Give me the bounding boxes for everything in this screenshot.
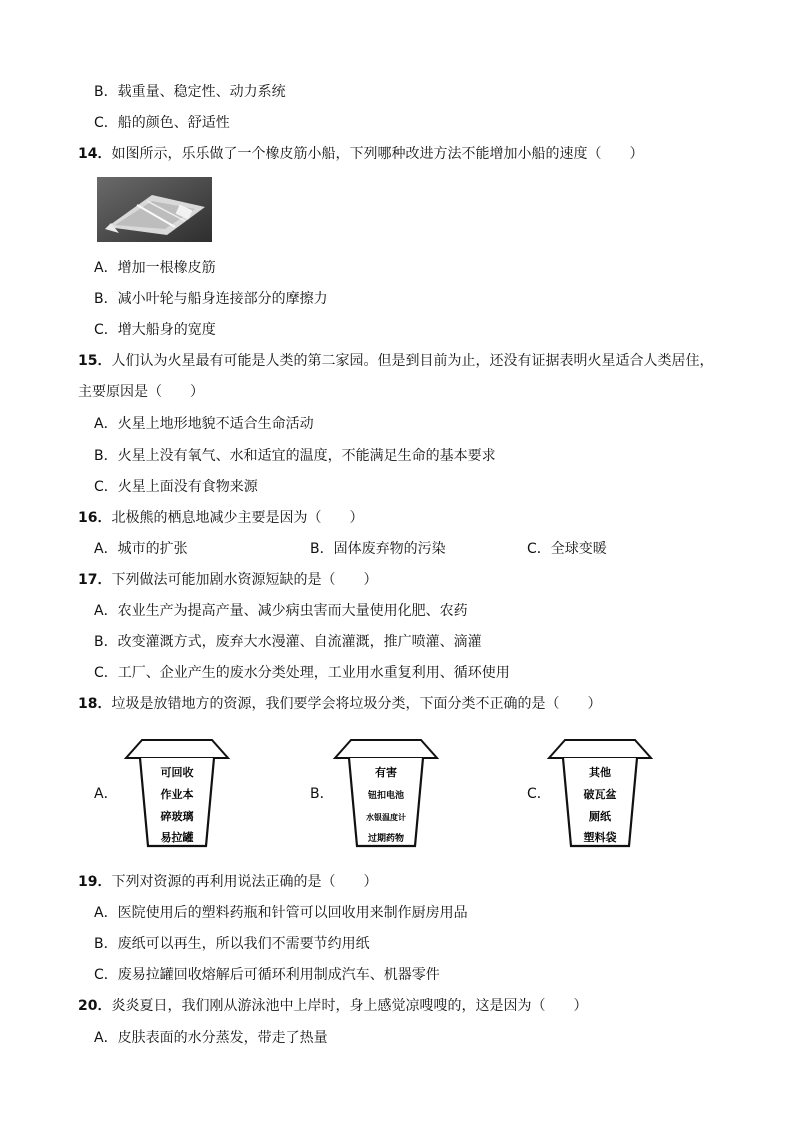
q16-option-a: A．城市的扩张 — [94, 541, 188, 557]
q14-option-b: B．减小叶轮与船身连接部分的摩擦力 — [94, 291, 328, 307]
q19-option-c: C．废易拉罐回收熔解后可循环利用制成汽车、机器零件 — [94, 967, 440, 983]
q15-stem — [78, 351, 713, 371]
q16-text: 北极熊的栖息地减少主要是因为（ ） — [111, 510, 364, 526]
q16-stem — [78, 508, 363, 528]
q19-text: 下列对资源的再利用说法正确的是（ ） — [111, 874, 378, 890]
q15-option-c: C．火星上面没有食物来源 — [94, 479, 258, 495]
q20-text: 炎炎夏日，我们刚从游泳池中上岸时，身上感觉凉嗖嗖的，这是因为（ ） — [111, 998, 588, 1014]
q18-number: 18． — [78, 696, 112, 712]
q13-option-b: B．载重量、稳定性、动力系统 — [94, 84, 286, 100]
q15-option-a: A．火星上地形地貌不适合生命活动 — [94, 416, 314, 432]
q15-option-b: B．火星上没有氧气、水和适宜的温度，不能满足生命的基本要求 — [94, 448, 496, 464]
q14-number: 14． — [78, 146, 112, 162]
q19-option-a: A．医院使用后的塑料药瓶和针管可以回收用来制作厨房用品 — [94, 905, 468, 921]
q16-option-c: C．全球变暖 — [527, 541, 607, 557]
q17-option-a: A．农业生产为提高产量、减少病虫害而大量使用化肥、农药 — [94, 603, 468, 619]
bin-c-line-3: 厕纸 — [589, 810, 611, 823]
q19-number: 19． — [78, 874, 112, 890]
q20-stem — [78, 996, 587, 1016]
bin-a-line-3: 碎玻璃 — [160, 810, 194, 823]
q14-option-a: A．增加一根橡皮筋 — [94, 260, 216, 276]
recycle-bin-a-image — [122, 738, 232, 850]
bin-c-line-4: 塑料袋 — [583, 831, 617, 844]
recycle-bin-b-image — [331, 738, 441, 850]
q17-option-b: B．改变灌溉方式，废弃大水漫灌、自流灌溉，推广喷灌、滴灌 — [94, 634, 482, 650]
q18-stem — [78, 694, 601, 714]
q18-bin-b-label: B． — [310, 786, 334, 802]
bin-b-line-3: 水银温度计 — [366, 813, 406, 822]
q14-text: 如图所示，乐乐做了一个橡皮筋小船，下列哪种改进方法不能增加小船的速度（ ） — [111, 146, 644, 162]
bin-a-line-4: 易拉罐 — [160, 831, 194, 844]
q16-number: 16． — [78, 510, 112, 526]
rubber-band-boat-image — [97, 177, 212, 242]
q17-stem — [78, 570, 377, 590]
q17-number: 17． — [78, 572, 112, 588]
q18-bin-a-label: A． — [94, 786, 118, 802]
q18-bin-c-label: C． — [527, 786, 551, 802]
bin-a-line-2: 作业本 — [160, 788, 194, 801]
bin-c-line-1: 其他 — [589, 766, 611, 779]
q16-option-b: B．固体废弃物的污染 — [310, 541, 446, 557]
q15-text: 人们认为火星最有可能是人类的第二家园。但是到目前为止，还没有证据表明火星适合人类居住， — [111, 353, 714, 369]
q13-option-c: C．船的颜色、舒适性 — [94, 115, 230, 131]
q15-number: 15． — [78, 353, 112, 369]
q14-option-c: C．增大船身的宽度 — [94, 322, 216, 338]
q20-option-a: A．皮肤表面的水分蒸发，带走了热量 — [94, 1030, 328, 1046]
bin-b-line-2: 钮扣电池 — [367, 791, 405, 801]
recycle-bin-c-image — [545, 738, 655, 850]
bin-c-line-2: 破瓦盆 — [583, 788, 617, 801]
bin-b-line-1: 有害 — [375, 766, 397, 779]
q15-stem-continued: 主要原因是（ ） — [78, 384, 204, 400]
q20-number: 20． — [78, 998, 112, 1014]
q18-text: 垃圾是放错地方的资源，我们要学会将垃圾分类，下面分类不正确的是（ ） — [111, 696, 602, 712]
q14-stem — [78, 144, 643, 164]
q19-stem — [78, 872, 377, 892]
q19-option-b: B．废纸可以再生，所以我们不需要节约用纸 — [94, 936, 370, 952]
bin-a-line-1: 可回收 — [160, 766, 194, 779]
q17-text: 下列做法可能加剧水资源短缺的是（ ） — [111, 572, 378, 588]
bin-b-line-4: 过期药物 — [367, 834, 405, 844]
q17-option-c: C．工厂、企业产生的废水分类处理，工业用水重复利用、循环使用 — [94, 665, 510, 681]
